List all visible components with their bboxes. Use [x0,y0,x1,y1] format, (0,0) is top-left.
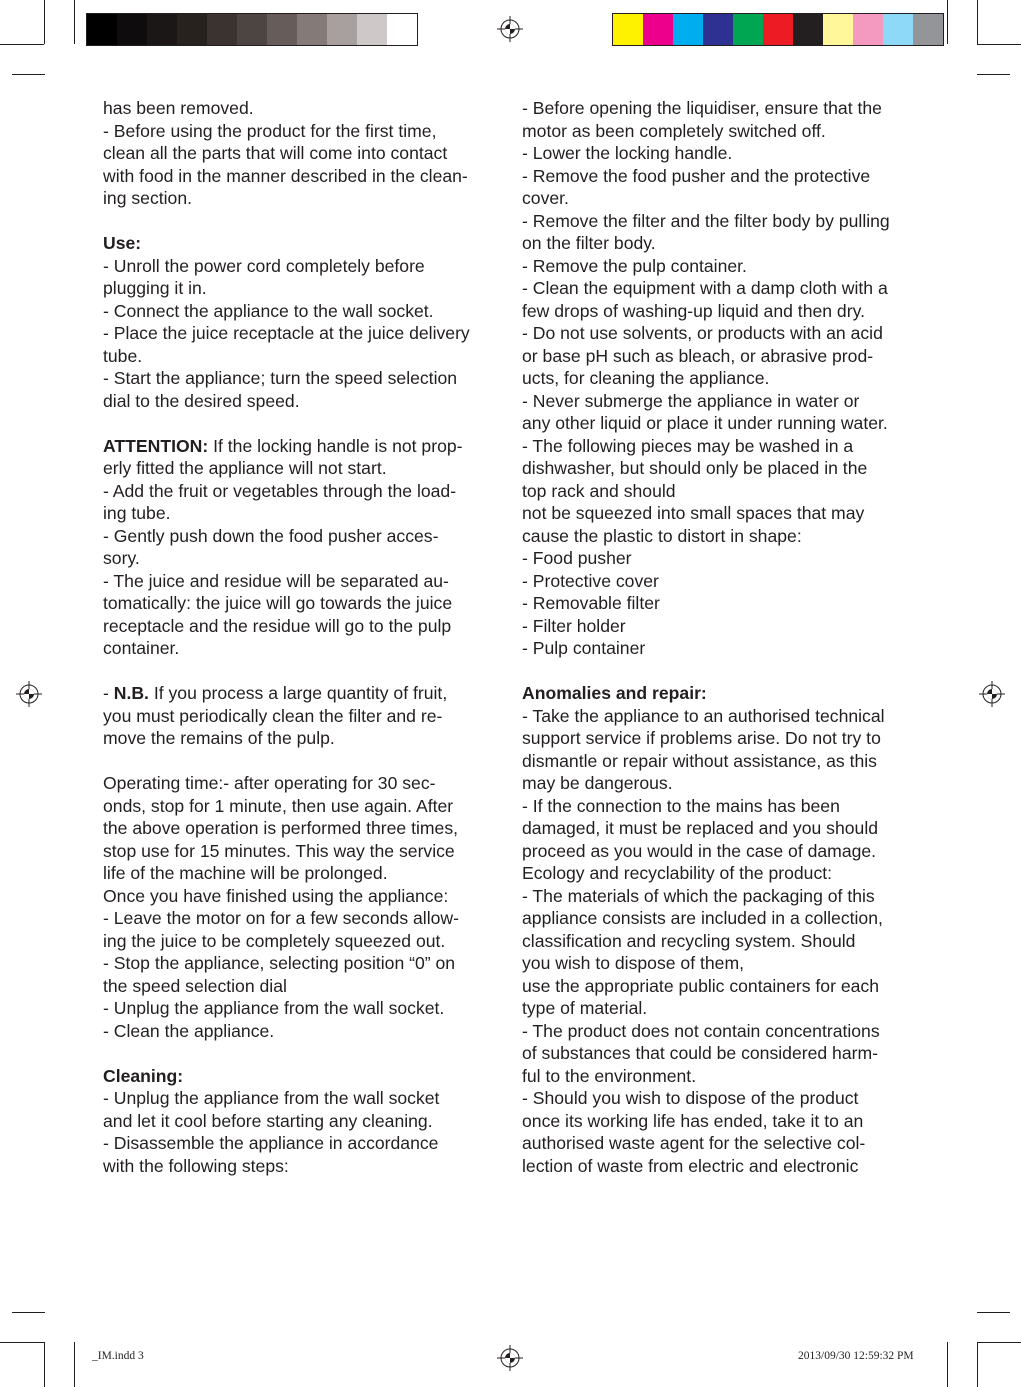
text-line [522,1020,922,1043]
line-text: tube. [103,345,143,366]
process-color-swatch [733,14,763,45]
text-line [103,885,503,908]
line-text: cover. [522,188,569,208]
line-text: lection of waste from electric and electronic [522,1155,859,1176]
line-text: few drops of washing-up liquid and then dry. [522,300,865,321]
bold-label: Anomalies and repair: [522,683,707,703]
section-heading [522,682,922,705]
line-text: may be dangerous. [522,773,673,793]
text-line [522,232,922,255]
process-color-swatch [913,14,943,45]
text-line [103,817,503,840]
text-line [103,165,503,188]
text-line [522,120,922,143]
line-text: life of the machine will be prolonged. [103,863,388,883]
text-line [522,885,922,908]
text-line [522,795,922,818]
text-line [522,615,922,638]
grayscale-swatch [327,14,357,45]
line-text: - Take the appliance to an authorised technical [522,705,885,726]
line-text: - Leave the motor on for a few seconds allow- [103,908,459,928]
text-line [522,840,922,863]
text-line [103,952,503,975]
text-line [103,682,503,705]
text-line [103,322,503,345]
text-line [522,592,922,615]
process-color-swatch [673,14,703,45]
text-line [522,930,922,953]
line-text: Once you have finished using the appliance: [103,885,449,906]
crop-mark [947,0,948,44]
blank-line [522,660,922,683]
text-line [522,277,922,300]
line-text: - Removable filter [522,593,660,613]
process-color-swatch [823,14,853,45]
line-text: ing tube. [103,503,171,523]
line-text: dismantle or repair without assistance, as this [522,750,877,771]
bold-label: ATTENTION: [103,435,209,456]
line-text: - The product does not contain concentrations [522,1020,880,1041]
line-text: - Add the fruit or vegetables through the load- [103,480,457,501]
text-line [103,142,503,165]
line-prefix: - [103,683,114,703]
text-line [522,390,922,413]
line-text: appliance consists are included in a collection, [522,908,883,928]
line-text: any other liquid or place it under running water. [522,413,888,433]
line-text: of substances that could be considered harm- [522,1043,878,1063]
text-line [103,525,503,548]
text-line [522,1087,922,1110]
line-text: If the locking handle is not prop- [208,435,463,456]
grayscale-swatch [237,14,267,45]
text-line [103,1087,503,1110]
bold-label: N.B. [113,683,149,703]
line-text: - Food pusher [522,548,632,568]
slug-filename: _IM.indd 3 [92,1350,144,1362]
line-text: sory. [103,548,140,568]
section-heading [103,232,503,255]
crop-mark [0,1342,44,1343]
line-text: on the filter body. [522,233,656,253]
line-text: - Gently push down the food pusher acces- [103,525,439,546]
text-line [103,570,503,593]
text-line [103,300,503,323]
text-line [522,322,922,345]
text-line [522,1132,922,1155]
text-line [522,750,922,773]
line-text: plugging it in. [103,278,207,298]
text-line [522,772,922,795]
line-text: once its working life has ended, take it to an [522,1110,864,1131]
grayscale-swatch [147,14,177,45]
line-text: move the remains of the pulp. [103,728,335,748]
text-line [522,952,922,975]
registration-mark-icon [16,681,42,707]
text-line [103,97,503,120]
text-line [103,862,503,885]
line-text: tomatically: the juice will go towards the juice [103,593,453,613]
line-text: - Unplug the appliance from the wall socket [103,1088,440,1108]
line-text: damaged, it must be replaced and you should [522,818,879,838]
text-line [103,480,503,503]
text-line [103,930,503,953]
line-text: ucts, for cleaning the appliance. [522,368,770,388]
line-text: - Filter holder [522,615,626,636]
text-line [103,907,503,930]
line-text: - Disassemble the appliance in accordance [103,1133,439,1153]
text-line [103,547,503,570]
text-line [103,615,503,638]
line-text: - Remove the pulp container. [522,255,747,276]
line-text: ing section. [103,188,192,208]
line-text: type of material. [522,998,648,1018]
line-text: - Pulp container [522,638,646,658]
text-line [522,907,922,930]
line-text: - Stop the appliance, selecting position “0” on [103,953,456,973]
text-line [522,570,922,593]
line-text: onds, stop for 1 minute, then use again. After [103,795,454,816]
crop-mark [74,1342,75,1387]
right-text-column [522,97,922,1177]
text-line [522,862,922,885]
process-color-swatch [793,14,823,45]
registration-mark-icon [979,681,1005,707]
process-color-swatch [643,14,673,45]
crop-mark [977,74,1010,75]
line-text: - Start the appliance; turn the speed selection [103,368,458,388]
line-text: authorised waste agent for the selective col- [522,1133,866,1153]
text-line [522,975,922,998]
line-text: not be squeezed into small spaces that may [522,503,865,523]
grayscale-swatch [117,14,147,45]
text-line [522,187,922,210]
line-text: - The materials of which the packaging of this [522,885,875,906]
crop-mark [44,1342,45,1387]
line-text: - Remove the filter and the filter body by pulling [522,210,890,231]
text-line [522,210,922,233]
text-line [103,435,503,458]
line-text: container. [103,638,180,658]
text-line [103,1110,503,1133]
line-text: - Unplug the appliance from the wall socket. [103,998,445,1018]
crop-mark [977,1312,1010,1313]
blank-line [103,1042,503,1065]
text-line [522,300,922,323]
text-line [522,367,922,390]
line-text: the above operation is performed three times, [103,818,459,838]
line-text: use the appropriate public containers for each [522,975,879,996]
line-text: Ecology and recyclability of the product: [522,863,833,883]
text-line [522,97,922,120]
line-text: - Place the juice receptacle at the juice delivery [103,323,470,343]
text-line [103,1020,503,1043]
line-text: proceed as you would in the case of damage. [522,840,877,861]
line-text: - Clean the appliance. [103,1020,275,1041]
text-line [522,412,922,435]
text-line [522,255,922,278]
text-line [103,120,503,143]
text-line [103,997,503,1020]
text-line [103,727,503,750]
text-line [103,1155,503,1178]
text-line [522,142,922,165]
line-text: cause the plastic to distort in shape: [522,525,802,546]
grayscale-swatch [297,14,327,45]
line-text: stop use for 15 minutes. This way the service [103,840,455,861]
line-text: you must periodically clean the filter and re- [103,705,443,726]
text-line [103,390,503,413]
line-text: - Unroll the power cord completely before [103,255,425,276]
text-line [103,592,503,615]
text-line [103,637,503,660]
line-text: - The following pieces may be washed in a [522,435,854,456]
line-text: clean all the parts that will come into contact [103,143,448,163]
crop-mark [977,1342,978,1387]
text-line [522,435,922,458]
line-text: ing the juice to be completely squeezed out. [103,930,446,951]
line-text: - Never submerge the appliance in water or [522,390,860,411]
text-line [522,705,922,728]
line-text: support service if problems arise. Do not try to [522,728,881,748]
text-line [103,187,503,210]
line-text: - If the connection to the mains has been [522,795,840,816]
text-line [522,525,922,548]
section-heading [103,1065,503,1088]
bold-label: Cleaning: [103,1065,184,1086]
registration-mark-icon [497,16,523,42]
text-line [522,165,922,188]
crop-mark [12,1312,45,1313]
text-line [103,772,503,795]
line-text: you wish to dispose of them, [522,953,744,973]
process-color-bar [612,13,944,46]
crop-mark [0,44,44,45]
line-text: with food in the manner described in the clean- [103,165,468,186]
line-text: - Clean the equipment with a damp cloth with a [522,278,888,298]
blank-line [103,660,503,683]
line-text: the speed selection dial [103,975,287,996]
text-line [103,277,503,300]
line-text: with the following steps: [103,1155,289,1176]
line-text: receptacle and the residue will go to the pulp [103,615,452,636]
grayscale-color-bar [86,13,418,46]
line-text: - Lower the locking handle. [522,143,733,163]
grayscale-swatch [177,14,207,45]
text-line [522,817,922,840]
crop-mark [977,0,978,44]
line-text: erly fitted the appliance will not start. [103,458,387,478]
line-text: motor as been completely switched off. [522,120,826,141]
line-text: top rack and should [522,480,676,501]
blank-line [103,210,503,233]
text-line [103,975,503,998]
line-text: dishwasher, but should only be placed in the [522,458,868,478]
text-line [103,367,503,390]
text-line [522,1065,922,1088]
grayscale-swatch [207,14,237,45]
process-color-swatch [613,14,643,45]
registration-mark-icon [497,1345,523,1371]
line-text: dial to the desired speed. [103,390,300,411]
crop-mark [977,44,1021,45]
text-line [103,255,503,278]
text-line [103,457,503,480]
line-text: - Should you wish to dispose of the product [522,1088,859,1108]
line-text: - Before opening the liquidiser, ensure that the [522,98,882,118]
text-line [103,840,503,863]
grayscale-swatch [87,14,117,45]
text-line [522,1042,922,1065]
process-color-swatch [853,14,883,45]
text-line [522,1155,922,1178]
text-line [522,457,922,480]
line-text: and let it cool before starting any cleaning. [103,1110,433,1131]
process-color-swatch [703,14,733,45]
line-text: - Do not use solvents, or products with an acid [522,323,883,343]
process-color-swatch [883,14,913,45]
line-text: or base pH such as bleach, or abrasive prod- [522,345,874,366]
grayscale-swatch [267,14,297,45]
text-line [522,345,922,368]
line-text: - Protective cover [522,570,659,591]
slug-timestamp: 2013/09/30 12:59:32 PM [798,1350,914,1362]
text-line [522,502,922,525]
text-line [522,480,922,503]
line-text: - Remove the food pusher and the protective [522,165,871,186]
text-line [522,547,922,570]
text-line [522,997,922,1020]
crop-mark [947,1342,948,1387]
crop-mark [44,0,45,44]
text-line [103,705,503,728]
text-line [103,345,503,368]
process-color-swatch [763,14,793,45]
line-text: classification and recycling system. Should [522,930,856,951]
crop-mark [12,74,45,75]
text-line [522,1110,922,1133]
line-text: - Connect the appliance to the wall socket. [103,300,434,321]
text-line [103,502,503,525]
line-text: If you process a large quantity of fruit, [148,683,448,703]
line-text: has been removed. [103,98,254,118]
grayscale-swatch [357,14,387,45]
left-text-column [103,97,503,1177]
blank-line [103,750,503,773]
text-line [522,637,922,660]
crop-mark [74,0,75,44]
text-line [103,1132,503,1155]
line-text: Operating time:- after operating for 30 sec- [103,773,436,793]
grayscale-swatch [387,14,417,45]
bold-label: Use: [103,233,142,253]
text-line [103,795,503,818]
line-text: - Before using the product for the first time, [103,120,437,141]
line-text: ful to the environment. [522,1065,697,1086]
text-line [522,727,922,750]
crop-mark [977,1342,1021,1343]
line-text: - The juice and residue will be separated au- [103,570,449,591]
blank-line [103,412,503,435]
